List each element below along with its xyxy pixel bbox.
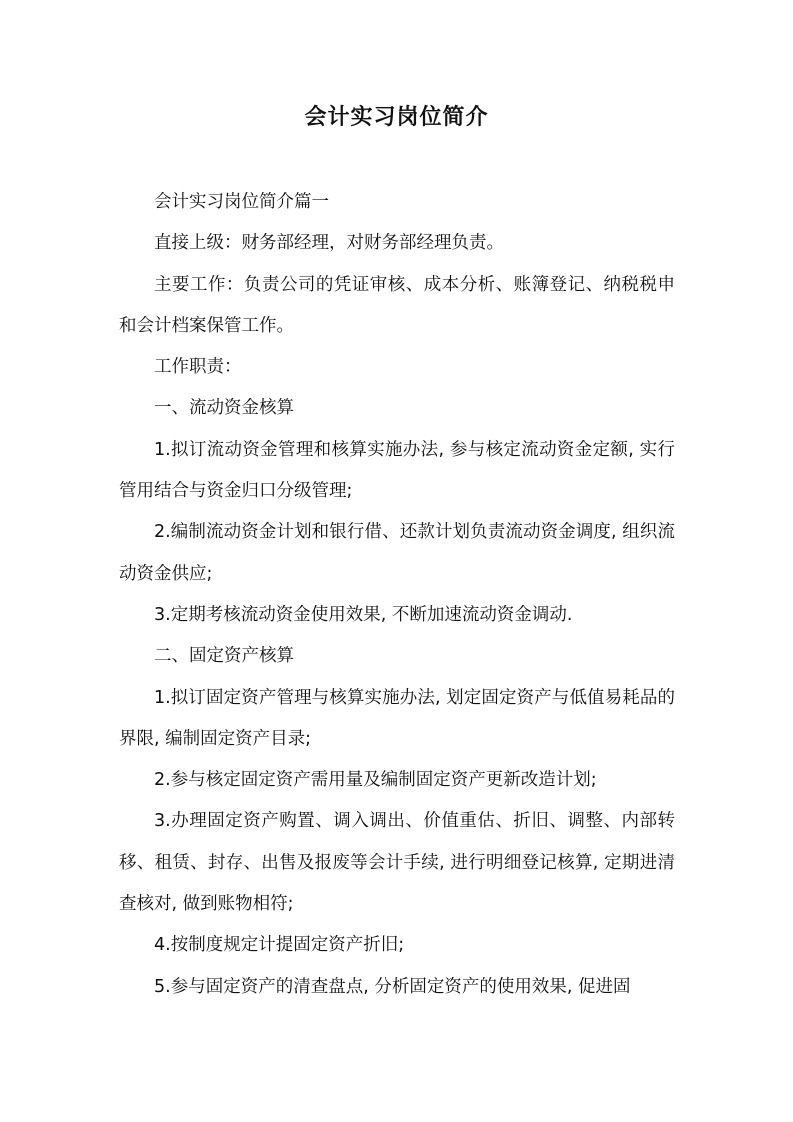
paragraph-fixed-assets-item-2: 2.参与核定固定资产需用量及编制固定资产更新改造计划; [154, 770, 597, 791]
paragraph-working-capital-item-2: 2.编制流动资金计划和银行借、还款计划负责流动资金调度, 组织流动资金供应; [119, 522, 675, 584]
paragraph-fixed-assets-item-4: 4.按制度规定计提固定资产折旧; [154, 935, 405, 956]
paragraph-main-work: 主要工作：负责公司的凭证审核、成本分析、账簿登记、纳税税申和会计档案保管工作。 [119, 274, 675, 336]
paragraph-fixed-assets-heading: 二、固定资产核算 [154, 646, 294, 667]
paragraph-duties-heading: 工作职责： [154, 357, 242, 378]
document-title: 会计实习岗位简介 [304, 105, 489, 130]
paragraph-supervisor: 直接上级：财务部经理，对财务部经理负责。 [154, 233, 504, 254]
paragraph-working-capital-item-3: 3.定期考核流动资金使用效果, 不断加速流动资金调动. [154, 604, 573, 625]
paragraph-working-capital-item-1: 1.拟订流动资金管理和核算实施办法, 参与核定流动资金定额, 实行管用结合与资金归口分级管理; [119, 439, 675, 502]
document-body [119, 182, 675, 1008]
paragraph-fixed-assets-item-1: 1.拟订固定资产管理与核算实施办法, 划定固定资产与低值易耗品的界限, 编制固定资产目录; [119, 687, 675, 749]
paragraph-section-heading: 会计实习岗位简介篇一 [154, 192, 329, 212]
paragraph-fixed-assets-item-3: 3.办理固定资产购置、调入调出、价值重估、折旧、调整、内部转移、租赁、封存、出售及报废等会计手续, 进行明细登记核算, 定期进清查核对, 做到账物相符; [119, 811, 675, 915]
paragraph-fixed-assets-item-5: 5.参与固定资产的清查盘点, 分析固定资产的使用效果, 促进固 [154, 976, 631, 997]
paragraph-working-capital-heading: 一、流动资金核算 [154, 398, 294, 419]
